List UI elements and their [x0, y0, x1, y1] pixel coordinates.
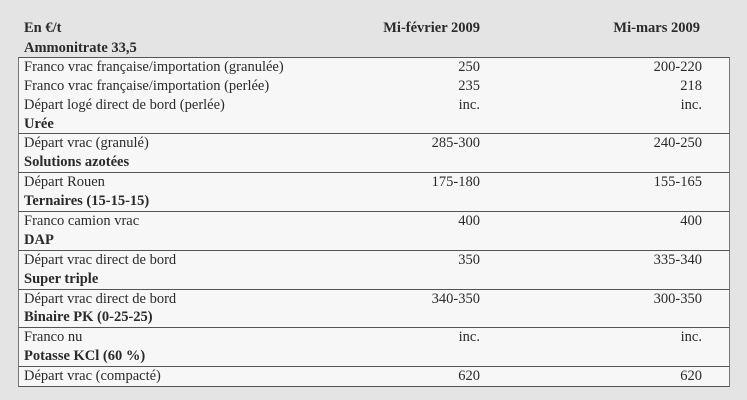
table-row [19, 212, 729, 231]
row-value-feb: inc. [458, 96, 480, 113]
row-label: Départ vrac (compacté) [24, 368, 161, 385]
unit-header: En €/t [24, 20, 62, 36]
row-value-mar: 240-250 [653, 135, 702, 152]
row-label: Départ vrac direct de bord [24, 251, 177, 268]
row-value-feb: 620 [458, 368, 480, 385]
table-row [19, 290, 729, 309]
row-label: Franco vrac française/importation (granulée) [24, 58, 284, 75]
table-header-row [18, 18, 730, 39]
table-row [19, 328, 729, 347]
row-value-mar: inc. [680, 96, 702, 113]
fertilizer-price-table [18, 12, 730, 387]
row-label: Départ Rouen [24, 174, 105, 191]
section-title-ternaires: Ternaires (15-15-15) [24, 193, 150, 210]
section-title-dap: DAP [24, 231, 54, 248]
section-title-ammonitrate: Ammonitrate 33,5 [24, 40, 137, 56]
section-title-uree: Urée [24, 115, 54, 132]
col-header-feb-2009: Mi-février 2009 [383, 20, 480, 36]
section-group-dap [18, 250, 730, 290]
row-value-mar: 155-165 [653, 174, 702, 191]
row-value-mar: 300-350 [653, 290, 702, 307]
row-value-feb: 285-300 [431, 135, 480, 152]
row-value-feb: 175-180 [431, 174, 480, 191]
row-label: Départ logé direct de bord (perlée) [24, 96, 225, 113]
section-title-binaire-pk: Binaire PK (0-25-25) [24, 309, 153, 326]
table-row [19, 173, 729, 192]
table-row [19, 367, 729, 386]
row-label: Départ vrac (granulé) [24, 135, 149, 152]
section-group-uree [18, 133, 730, 173]
row-value-mar: 620 [680, 368, 702, 385]
row-value-feb: 250 [458, 58, 480, 75]
row-label: Départ vrac direct de bord [24, 290, 177, 307]
row-label: Franco nu [24, 329, 83, 346]
section-title-super-triple: Super triple [24, 270, 99, 287]
table-row [19, 58, 729, 77]
section-group-super-triple [18, 289, 730, 329]
section-group-ternaires [18, 211, 730, 251]
table-row [19, 77, 729, 96]
section-group-ammonitrate [18, 57, 730, 135]
row-value-mar: inc. [680, 329, 702, 346]
row-value-mar: 218 [680, 77, 702, 94]
section-group-solutions-azotees [18, 172, 730, 212]
row-label: Franco vrac française/importation (perlée) [24, 77, 270, 94]
table-row [19, 96, 729, 115]
row-value-mar: 200-220 [653, 58, 702, 75]
row-label: Franco camion vrac [24, 213, 140, 230]
table-row [19, 251, 729, 270]
table-row [19, 134, 729, 153]
section-group-binaire-pk [18, 327, 730, 367]
row-value-mar: 335-340 [653, 251, 702, 268]
col-header-mar-2009: Mi-mars 2009 [613, 20, 700, 36]
row-value-feb: 400 [458, 213, 480, 230]
row-value-feb: 350 [458, 251, 480, 268]
row-value-feb: inc. [458, 329, 480, 346]
row-value-feb: 340-350 [431, 290, 480, 307]
row-value-mar: 400 [680, 213, 702, 230]
section-group-potasse-kcl [18, 366, 730, 387]
section-title-potasse-kcl: Potasse KCl (60 %) [24, 348, 146, 365]
section-title-solutions-azotees: Solutions azotées [24, 154, 130, 171]
row-value-feb: 235 [458, 77, 480, 94]
